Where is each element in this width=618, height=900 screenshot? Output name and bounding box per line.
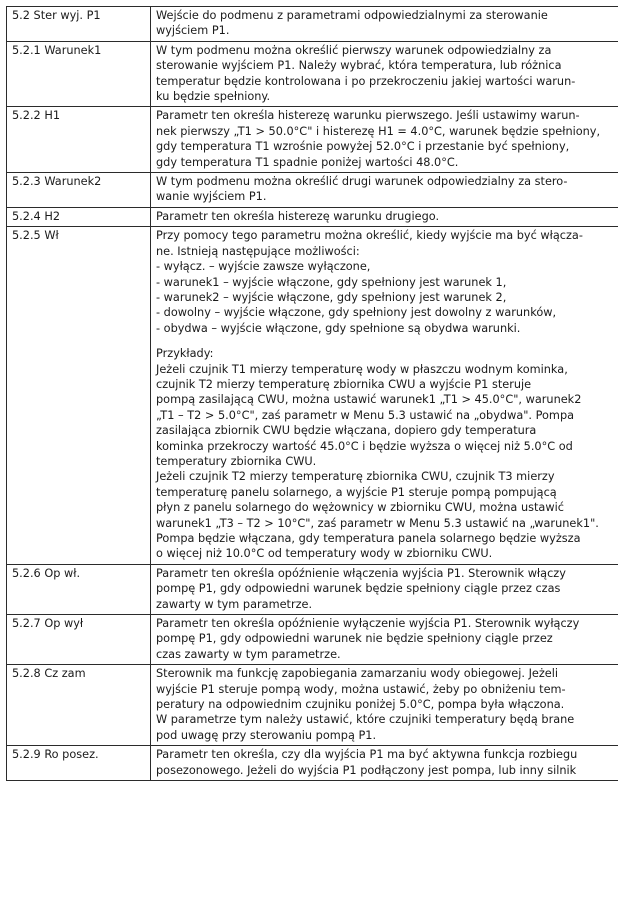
table-row — [7, 665, 618, 746]
param-description — [151, 665, 618, 746]
param-description — [151, 173, 618, 208]
text-line: Jeżeli czujnik T2 mierzy temperaturę zbiornika CWU, czujnik T3 mierzy — [156, 470, 555, 484]
text-line: ne. Istnieją następujące możliwości: — [156, 244, 360, 258]
text-line: nek pierwszy „T1 > 50.0°C" i histerezę H1 = 4.0°C, warunek będzie spełniony, — [156, 124, 601, 138]
text-line: Parametr ten określa opóźnienie włączenia wyjścia P1. Sterownik włączy — [156, 566, 566, 580]
param-description — [151, 746, 618, 781]
param-id: 5.2.2 H1 — [7, 107, 151, 173]
table-row — [7, 746, 618, 781]
text-line: Przykłady: — [156, 347, 214, 361]
paragraph-gap — [156, 336, 616, 346]
param-id: 5.2.5 Wł — [7, 227, 151, 565]
text-line: Przy pomocy tego parametru można określić, kiedy wyjście ma być włącza- — [156, 229, 583, 243]
text-line: peratury na odpowiednim czujniku poniżej 5.0°C, pompa była włączona. — [156, 698, 565, 712]
text-line: - obydwa – wyjście włączone, gdy spełnione są obydwa warunki. — [156, 321, 521, 335]
table-row — [7, 7, 618, 42]
param-description — [151, 615, 618, 665]
text-line: czujnik T2 mierzy temperaturę zbiornika CWU a wyjście P1 steruje — [156, 377, 532, 391]
table-row — [7, 173, 618, 208]
text-line: Parametr ten określa histerezę warunku drugiego. — [156, 209, 440, 223]
param-id: 5.2.3 Warunek2 — [7, 173, 151, 208]
param-id: 5.2.6 Op wł. — [7, 564, 151, 614]
text-line: Parametr ten określa opóźnienie wyłączenie wyjścia P1. Sterownik wyłączy — [156, 617, 580, 631]
param-description — [151, 107, 618, 173]
text-line: - warunek2 – wyjście włączone, gdy spełniony jest warunek 2, — [156, 290, 507, 304]
text-line: wyjściem P1. — [156, 24, 230, 38]
text-line: Parametr ten określa, czy dla wyjścia P1 ma być aktywna funkcja rozbiegu — [156, 748, 578, 762]
param-id: 5.2 Ster wyj. P1 — [7, 7, 151, 42]
text-line: warunek1 „T3 – T2 > 10°C", zaś parametr w Menu 5.3 ustawić na „warunek1". — [156, 516, 599, 530]
text-line: - warunek1 – wyjście włączone, gdy spełniony jest warunek 1, — [156, 275, 507, 289]
text-line: zawarty w tym parametrze. — [156, 597, 313, 611]
text-line: Sterownik ma funkcję zapobiegania zamarzaniu wody obiegowej. Jeżeli — [156, 667, 559, 681]
param-description — [151, 7, 618, 42]
text-line: czas zawarty w tym parametrze. — [156, 647, 341, 661]
text-line: temperatury zbiornika CWU. — [156, 454, 317, 468]
param-id: 5.2.9 Ro posez. — [7, 746, 151, 781]
table-row — [7, 564, 618, 614]
table-row — [7, 41, 618, 107]
param-description — [151, 564, 618, 614]
text-line: temperaturę panelu solarnego, a wyjście P1 steruje pompą pompującą — [156, 485, 557, 499]
text-line: temperatur będzie kontrolowana i po przekroczeniu jakiej wartości warun- — [156, 74, 576, 88]
text-line: wyjście P1 steruje pompą wody, można ustawić, żeby po obniżeniu tem- — [156, 682, 566, 696]
text-line: W parametrze tym należy ustawić, które czujniki temperatury będą brane — [156, 713, 575, 727]
param-id: 5.2.7 Op wył — [7, 615, 151, 665]
text-line: pompę P1, gdy odpowiedni warunek będzie spełniony ciągle przez czas — [156, 582, 561, 596]
text-line: gdy temperatura T1 wzrośnie powyżej 52.0°C i przestanie być spełniony, — [156, 140, 570, 154]
text-line: płyn z panelu solarnego do wężownicy w zbiorniku CWU, można ustawić — [156, 501, 564, 515]
text-line: W tym podmenu można określić drugi warunek odpowiedzialny za stero- — [156, 175, 568, 189]
table-row — [7, 615, 618, 665]
param-id: 5.2.1 Warunek1 — [7, 41, 151, 107]
text-line: ku będzie spełniony. — [156, 90, 271, 104]
text-line: o więcej niż 10.0°C od temperatury wody w zbiorniku CWU. — [156, 547, 493, 561]
text-line: „T1 – T2 > 5.0°C", zaś parametr w Menu 5.3 ustawić na „obydwa". Pompa — [156, 408, 575, 422]
text-line: posezonowego. Jeżeli do wyjścia P1 podłączony jest pompa, lub inny silnik — [156, 763, 577, 777]
text-line: Wejście do podmenu z parametrami odpowiedzialnymi za sterowanie — [156, 9, 548, 22]
param-id: 5.2.4 H2 — [7, 207, 151, 226]
text-line: wanie wyjściem P1. — [156, 190, 267, 204]
text-line: Parametr ten określa histerezę warunku pierwszego. Jeśli ustawimy warun- — [156, 109, 580, 123]
param-id: 5.2.8 Cz zam — [7, 665, 151, 746]
table-row — [7, 207, 618, 226]
text-line: Pompa będzie włączana, gdy temperatura panela solarnego będzie wyższa — [156, 532, 581, 545]
parameter-table — [6, 6, 618, 781]
param-description — [151, 227, 618, 565]
param-description — [151, 207, 618, 226]
text-line: W tym podmenu można określić pierwszy warunek odpowiedzialny za — [156, 43, 552, 57]
text-line: pompę P1, gdy odpowiedni warunek nie będzie spełniony ciągle przez — [156, 632, 553, 646]
text-line: pod uwagę przy sterowaniu pompą P1. — [156, 728, 377, 742]
text-line: - wyłącz. – wyjście zawsze wyłączone, — [156, 260, 371, 274]
table-row — [7, 107, 618, 173]
text-line: pompą zasilającą CWU, można ustawić warunek1 „T1 > 45.0°C", warunek2 — [156, 393, 582, 407]
table-row — [7, 227, 618, 565]
text-line: zasilająca zbiornik CWU będzie włączana, dopiero gdy temperatura — [156, 424, 537, 438]
text-line: kominka przekroczy wartość 45.0°C i będzie wyższa o więcej niż 5.0°C od — [156, 439, 573, 453]
text-line: - dowolny – wyjście włączone, gdy spełniony jest dowolny z warunków, — [156, 306, 557, 320]
text-line: sterowanie wyjściem P1. Należy wybrać, która temperatura, lub różnica — [156, 59, 562, 73]
text-line: gdy temperatura T1 spadnie poniżej wartości 48.0°C. — [156, 155, 459, 169]
param-description — [151, 41, 618, 107]
text-line: Jeżeli czujnik T1 mierzy temperaturę wody w płaszczu wodnym kominka, — [156, 362, 568, 376]
